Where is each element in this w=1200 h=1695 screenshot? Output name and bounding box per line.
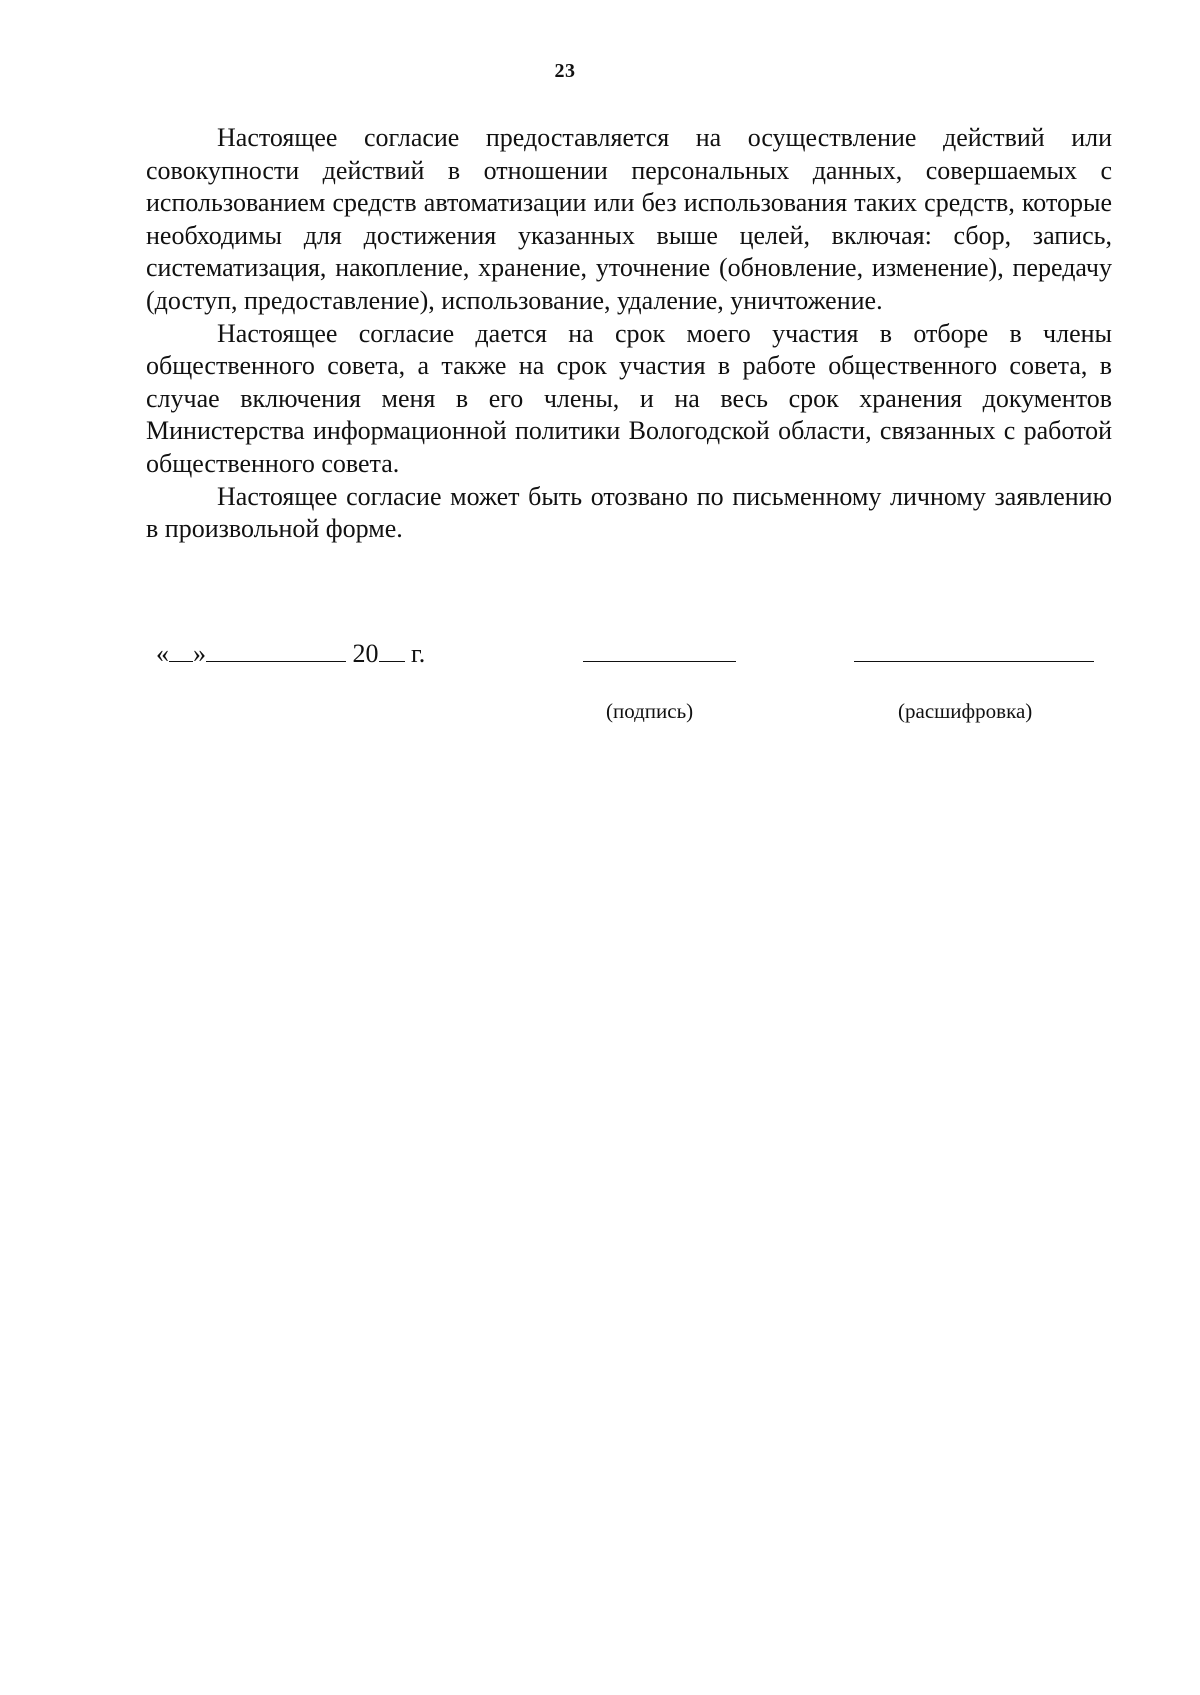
paragraph-processing-scope: Настоящее согласие предоставляется на осуществление действий или совокупности действий в отношении персональных данных, совершаемых с использованием средств автоматизации или без использования таких средств, которые необходимы для достижения указанных выше целей, включая: сбор, запись, систематизация, накопление, хранение, уточнение (обновление, изменение), передачу (доступ, предоставление), использование, удаление, уничтожение.: [146, 123, 1112, 315]
name-decode-line: [854, 661, 1094, 662]
quote-close: »: [193, 639, 206, 668]
day-blank: [169, 638, 193, 662]
quote-open: «: [156, 639, 169, 668]
decode-caption: (расшифровка): [898, 699, 1033, 723]
document-body: [146, 122, 1112, 546]
signature-line: [583, 661, 736, 662]
year-suffix: г.: [411, 639, 426, 668]
year-prefix: 20: [352, 639, 379, 668]
page-number: 23: [554, 60, 576, 82]
paragraph-consent-term: Настоящее согласие дается на срок моего участия в отборе в члены общественного совета, а также на срок участия в работе общественного совета, в случае включения меня в его члены, и на весь срок хранения документов Министерства информационной политики Вологодской области, связанных с работой общественного совета.: [146, 318, 1112, 478]
date-field: [156, 638, 425, 670]
signature-caption: (подпись): [606, 699, 694, 723]
month-blank: [206, 638, 346, 662]
year-blank: [379, 638, 405, 662]
paragraph-revocation: Настоящее согласие может быть отозвано по письменному личному заявлению в произвольной форме.: [146, 481, 1112, 544]
